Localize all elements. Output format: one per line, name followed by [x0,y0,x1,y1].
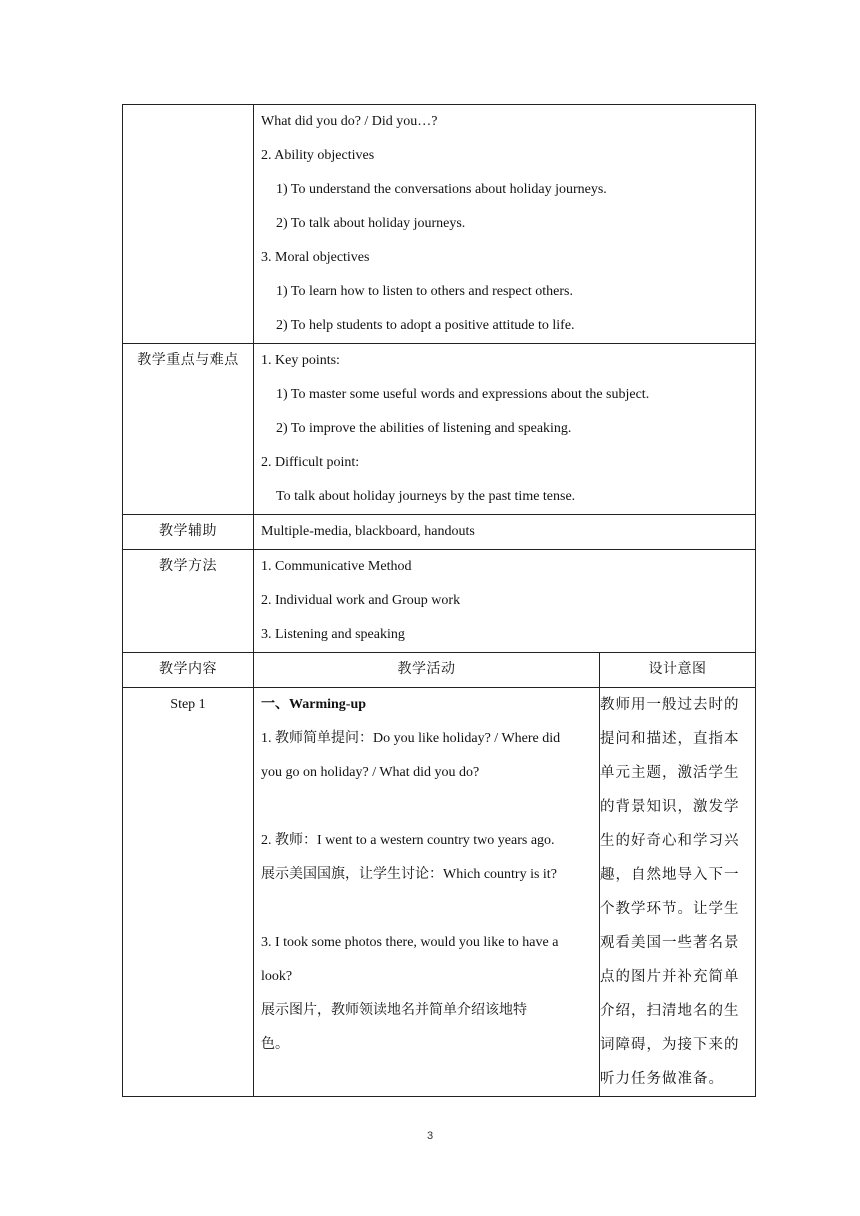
step1-intent-line: 点的图片并补充简单 [600,969,740,985]
step1-heading [254,688,599,722]
key-points-line: To talk about holiday journeys by the past time tense. [276,489,576,504]
objectives-label-cell [123,105,254,344]
objectives-line: 1) To understand the conversations about holiday journeys. [276,182,607,197]
step1-intent-line: 的背景知识，激发学 [600,799,740,815]
step1-item1-line2: you go on holiday? / What did you do? [261,765,480,780]
header-intent-cell [600,653,756,688]
objectives-row [123,105,756,344]
objectives-content-cell [254,105,756,344]
step1-label: Step 1 [170,697,206,712]
aids-label-cell [123,515,254,550]
objectives-line: What did you do? / Did you…? [261,114,438,129]
header-activities: 教学活动 [397,662,456,677]
methods-line: 2. Individual work and Group work [261,593,461,608]
methods-row [123,550,756,653]
step1-activities-cell [254,688,600,1097]
step1-intent-line: 趣，自然地导入下一 [600,867,740,883]
step1-intent-line: 单元主题，激活学生 [600,765,740,781]
key-points-line: 1. Key points: [261,353,340,368]
objectives-line: 2. Ability objectives [261,148,375,163]
aids-row [123,515,756,550]
step1-label-cell [123,688,254,1097]
step1-heading-text: Warming-up [289,697,367,712]
key-points-line: 2) To improve the abilities of listening and speaking. [276,421,572,436]
key-points-row [123,344,756,515]
spacer [254,892,599,926]
step1-intent-line: 教师用一般过去时的 [600,697,740,713]
objectives-line: 2) To help students to adopt a positive attitude to life. [276,318,575,333]
key-points-label: 教学重点与难点 [137,353,239,368]
step1-item1-line1: 1. 教师简单提问：Do you like holiday? / Where did [261,731,561,746]
lesson-plan-table [122,104,756,1097]
aids-value: Multiple-media, blackboard, handouts [261,524,475,539]
step1-intent-line: 生的好奇心和学习兴 [600,833,740,849]
objectives-line: 3. Moral objectives [261,250,370,265]
header-activities-cell [254,653,600,688]
step1-heading-prefix: 一、 [261,697,289,712]
step1-item3-line4: 色。 [261,1037,289,1052]
step1-intent-line: 词障碍，为接下来的 [600,1037,740,1053]
step1-item3-line1: 3. I took some photos there, would you like to have a [261,935,559,950]
header-intent: 设计意图 [648,662,707,677]
step1-intent-line: 观看美国一些著名景 [600,935,740,951]
methods-label: 教学方法 [159,559,217,574]
step1-intent-line: 介绍，扫清地名的生 [600,1003,740,1019]
step1-item2-line2: 展示美国国旗，让学生讨论：Which country is it? [261,867,557,882]
step1-item3-line2: look? [261,969,293,984]
spacer [254,790,599,824]
key-points-content-cell [254,344,756,515]
page-number: 3 [426,1130,434,1142]
step1-intent-line: 提问和描述，直指本 [600,731,740,747]
methods-label-cell [123,550,254,653]
methods-line: 1. Communicative Method [261,559,412,574]
header-content: 教学内容 [159,662,217,677]
step1-intent-line: 个教学环节。让学生 [600,901,740,917]
step1-intent-cell [600,688,756,1097]
aids-label: 教学辅助 [159,524,217,539]
step1-item2-line1: 2. 教师：I went to a western country two years ago. [261,833,555,848]
objectives-line: 2) To talk about holiday journeys. [276,216,466,231]
objectives-line: 1) To learn how to listen to others and respect others. [276,284,573,299]
step1-intent-line: 听力任务做准备。 [600,1071,724,1087]
methods-content-cell [254,550,756,653]
methods-line: 3. Listening and speaking [261,627,405,642]
header-content-cell [123,653,254,688]
step1-item3-line3: 展示图片，教师领读地名并简单介绍该地特 [261,1003,527,1018]
step1-row [123,688,756,1097]
aids-content-cell [254,515,756,550]
section-header-row [123,653,756,688]
key-points-line: 1) To master some useful words and expressions about the subject. [276,387,650,402]
key-points-line: 2. Difficult point: [261,455,360,470]
key-points-label-cell [123,344,254,515]
